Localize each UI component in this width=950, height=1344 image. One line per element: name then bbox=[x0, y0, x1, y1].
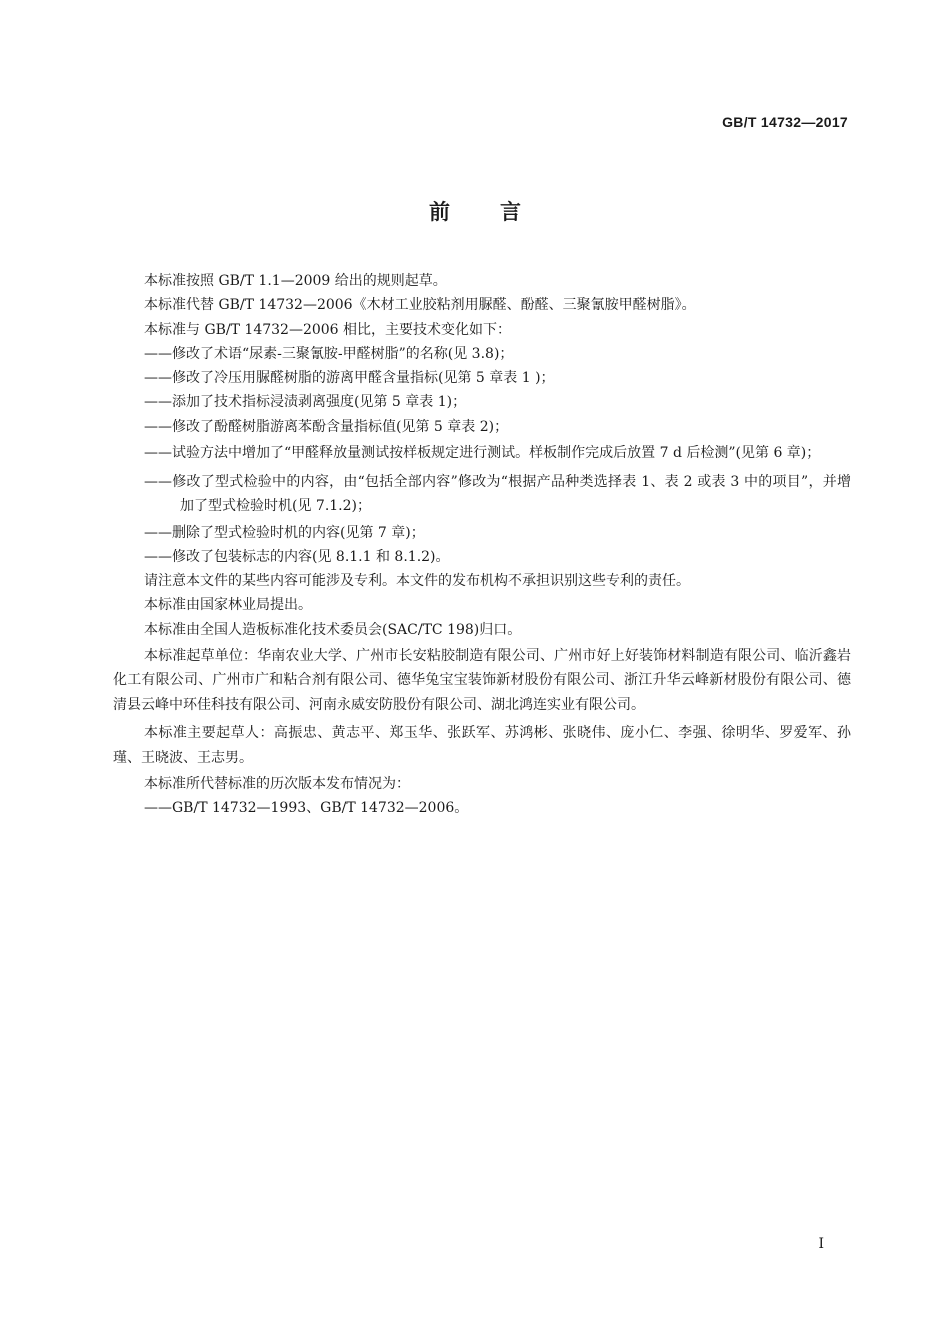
page-number: I bbox=[818, 1236, 824, 1252]
history-item: ——GB/T 14732—1993、GB/T 14732—2006。 bbox=[144, 800, 469, 817]
page-title: 前言 bbox=[429, 200, 571, 224]
paragraph-history-intro: 本标准所代替标准的历次版本发布情况为： bbox=[144, 776, 410, 793]
paragraph-drafting-units: 本标准起草单位：华南农业大学、广州市长安粘胶制造有限公司、广州市好上好装饰材料制造有限公司、临沂鑫岩化工有限公司、广州市广和粘合剂有限公司、德华兔宝宝装饰新材股份有限公司、浙江升华云峰新材股份有限公司、德清县云峰中环佳科技有限公司、河南永威安防股份有限公司、湖北鸿连实业有限公司。 bbox=[113, 648, 851, 713]
paragraph-drafting-rules: 本标准按照 GB/T 1.1—2009 给出的规则起草。 bbox=[144, 273, 447, 289]
paragraph-proposer: 本标准由国家林业局提出。 bbox=[144, 597, 312, 614]
change-item: ——修改了冷压用脲醛树脂的游离甲醛含量指标(见第 5 章表 1 )； bbox=[144, 370, 555, 387]
change-item: ——添加了技术指标浸渍剥离强度(见第 5 章表 1)； bbox=[144, 394, 467, 411]
change-item: ——修改了酚醛树脂游离苯酚含量指标值(见第 5 章表 2)； bbox=[144, 418, 509, 435]
paragraph-replaces: 本标准代替 GB/T 14732—2006《木材工业胶粘剂用脲醛、酚醛、三聚氰胺甲醛树脂》。 bbox=[144, 297, 696, 314]
change-item: ——修改了术语“尿素-三聚氰胺-甲醛树脂”的名称(见 3.8)； bbox=[144, 345, 514, 362]
standard-code: GB/T 14732—2017 bbox=[722, 114, 848, 130]
paragraph-patent-notice: 请注意本文件的某些内容可能涉及专利。本文件的发布机构不承担识别这些专利的责任。 bbox=[144, 573, 690, 590]
change-item: ——修改了包装标志的内容(见 8.1.1 和 8.1.2)。 bbox=[144, 548, 450, 565]
paragraph-committee: 本标准由全国人造板标准化技术委员会(SAC/TC 198)归口。 bbox=[144, 621, 522, 638]
change-item: ——删除了型式检验时机的内容(见第 7 章)； bbox=[144, 524, 425, 541]
foreword-body bbox=[113, 271, 851, 823]
change-item: ——试验方法中增加了“甲醛释放量测试按样板规定进行测试。样板制作完成后放置 7 d 后检测”(见第 6 章)； bbox=[144, 445, 821, 462]
change-item: ——修改了型式检验中的内容，由“包括全部内容”修改为“根据产品种类选择表 1、表 2 或表 3 中的项目”，并增加了型式检验时机(见 7.1.2)； bbox=[144, 473, 851, 514]
paragraph-drafters: 本标准主要起草人：高振忠、黄志平、郑玉华、张跃军、苏鸿彬、张晓伟、庞小仁、李强、徐明华、罗爱军、孙瑾、王晓波、王志男。 bbox=[113, 725, 851, 766]
paragraph-changes-intro: 本标准与 GB/T 14732—2006 相比，主要技术变化如下： bbox=[144, 321, 512, 338]
